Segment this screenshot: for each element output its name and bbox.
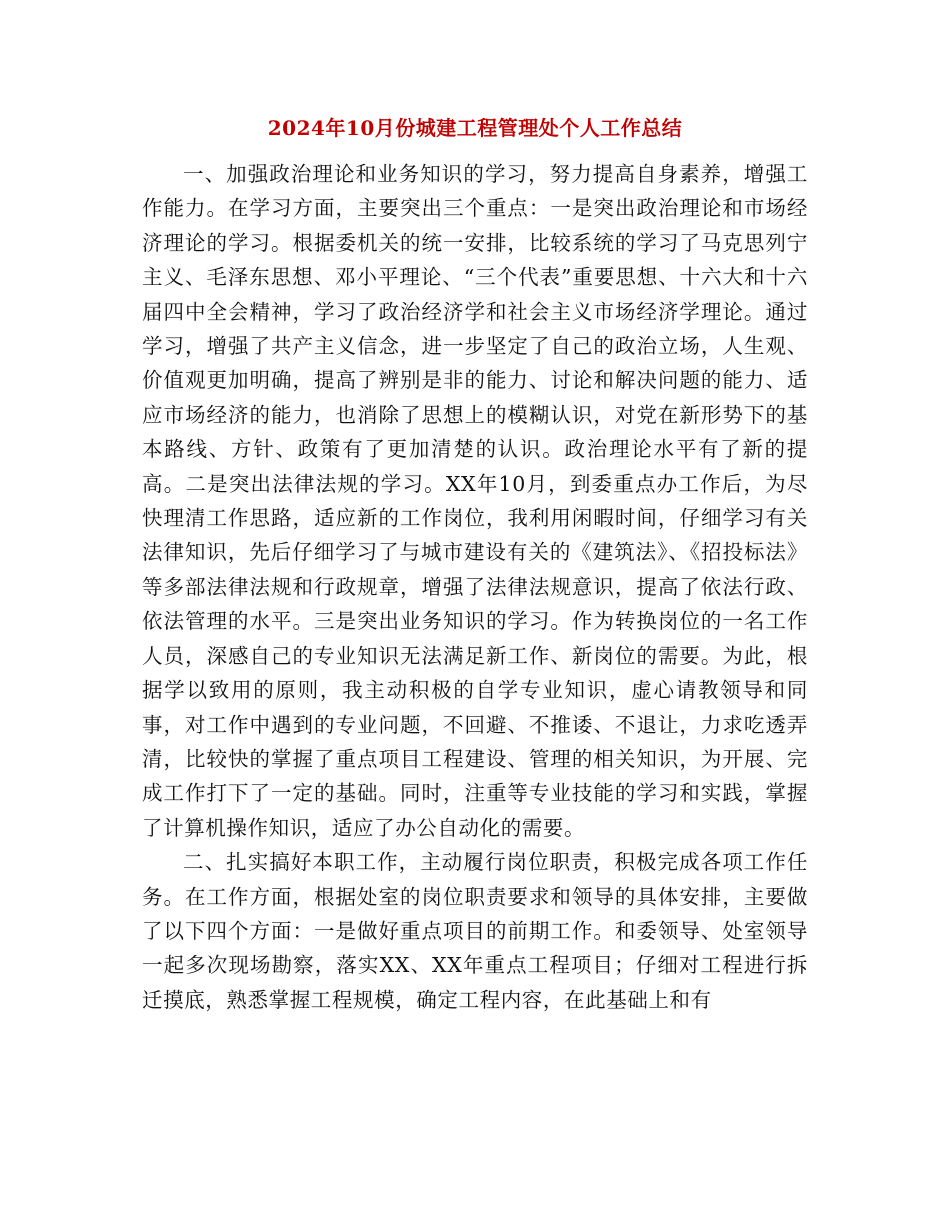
document-title: 2024年10月份城建工程管理处个人工作总结 <box>267 116 683 140</box>
document-body <box>142 157 808 1017</box>
paragraph-1: 一、加强政治理论和业务知识的学习，努力提高自身素养，增强工作能力。在学习方面，主要突出三个重点：一是突出政治理论和市场经济理论的学习。根据委机关的统一安排，比较系统的学习了马克思列宁主义、毛泽东思想、邓小平理论、“三个代表”重要思想、十六大和十六届四中全会精神，学习了政治经济学和社会主义市场经济学理论。通过学习，增强了共产主义信念，进一步坚定了自己的政治立场，人生观、价值观更加明确，提高了辨别是非的能力、讨论和解决问题的能力、适应市场经济的能力，也消除了思想上的模糊认识，对党在新形势下的基本路线、方针、政策有了更加清楚的认识。政治理论水平有了新的提高。二是突出法律法规的学习。XX年10月，到委重点办工作后，为尽快理清工作思路，适应新的工作岗位，我利用闲暇时间，仔细学习有关法律知识，先后仔细学习了与城市建设有关的《建筑法》、《招投标法》等多部法律法规和行政规章，增强了法律法规意识，提高了依法行政、依法管理的水平。三是突出业务知识的学习。作为转换岗位的一名工作人员，深感自己的专业知识无法满足新工作、新岗位的需要。为此，根据学以致用的原则，我主动积极的自学专业知识，虚心请教领导和同事，对工作中遇到的专业问题，不回避、不推诿、不退让，力求吃透弄清，比较快的掌握了重点项目工程建设、管理的相关知识，为开展、完成工作打下了一定的基础。同时，注重等专业技能的学习和实践，掌握了计算机操作知识，适应了办公自动化的需要。 <box>142 162 808 840</box>
paragraph-2: 二、扎实搞好本职工作，主动履行岗位职责，积极完成各项工作任务。在工作方面，根据处室的岗位职责要求和领导的具体安排，主要做了以下四个方面：一是做好重点项目的前期工作。和委领导、处室领导一起多次现场勘察，落实XX、XX年重点工程项目；仔细对工程进行拆迁摸底，熟悉掌握工程规模，确定工程内容，在此基础上和有 <box>142 850 808 1012</box>
